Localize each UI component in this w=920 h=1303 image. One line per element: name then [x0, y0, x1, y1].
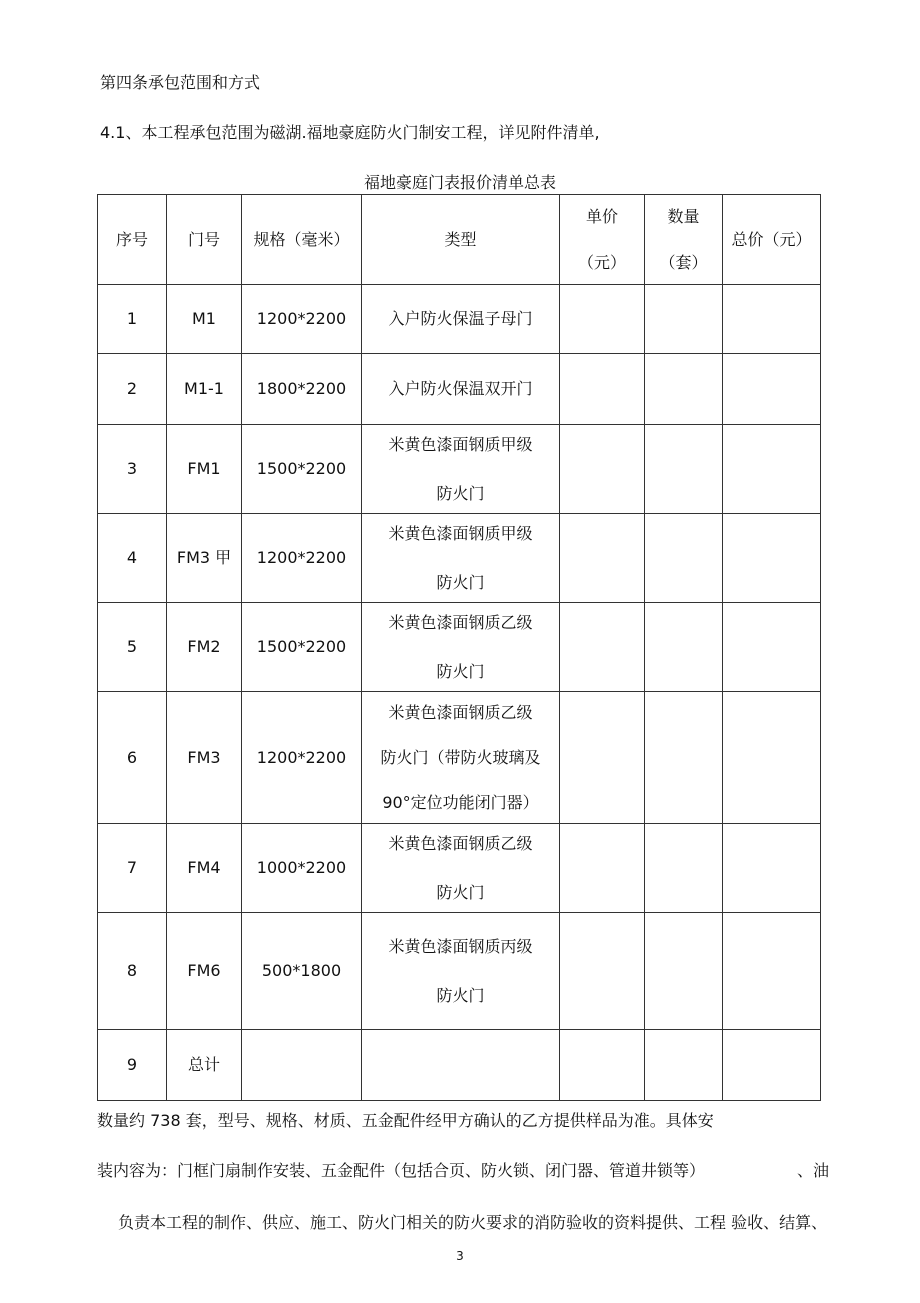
cell-total: [723, 824, 821, 913]
cell-type-line: 90°定位功能闭门器）: [382, 793, 539, 813]
cell-door: FM3: [167, 692, 242, 824]
cell-type-line: 防火门: [436, 662, 485, 681]
cell-unit-price: [560, 1030, 645, 1101]
cell-spec: 1200*2200: [242, 692, 362, 824]
cell-unit-price: [560, 603, 645, 692]
cell-seq: 6: [98, 692, 167, 824]
cell-type-line: 米黄色漆面钢质乙级: [388, 702, 533, 722]
cell-type-line: 防火门: [436, 883, 485, 902]
cell-total: [723, 603, 821, 692]
cell-total: [723, 354, 821, 425]
cell-type-line: 入户防火保温子母门: [388, 309, 533, 329]
cell-spec: 500*1800: [242, 913, 362, 1030]
cell-total: [723, 913, 821, 1030]
cell-type-line: 防火门（带防火玻璃及: [380, 747, 541, 767]
header-seq: 序号: [98, 195, 167, 285]
table-row: [98, 824, 821, 913]
section-title: 第四条承包范围和方式: [100, 73, 261, 92]
cell-type: [362, 425, 560, 514]
paragraph-responsibility: 负责本工程的制作、供应、施工、防火门相关的防火要求的消防验收的资料提供、工程 验收、结算、: [118, 1213, 828, 1232]
header-unit-price-label: 单价: [585, 207, 618, 227]
header-quantity-label: 数量: [667, 207, 700, 227]
header-quantity: [645, 195, 723, 285]
cell-unit-price: [560, 692, 645, 824]
table-row: [98, 354, 821, 425]
header-unit-price-unit: （元）: [577, 252, 626, 272]
table-row: [98, 285, 821, 354]
cell-unit-price: [560, 425, 645, 514]
header-spec: 规格（毫米）: [242, 195, 362, 285]
cell-quantity: [645, 285, 723, 354]
cell-type-line: 米黄色漆面钢质乙级: [388, 833, 533, 853]
cell-quantity: [645, 1030, 723, 1101]
cell-seq: 7: [98, 824, 167, 913]
cell-type: [362, 603, 560, 692]
paragraph-install-content: [97, 1158, 829, 1181]
cell-unit-price: [560, 354, 645, 425]
cell-type: [362, 354, 560, 425]
quote-table-body: [98, 195, 821, 1101]
cell-seq: 8: [98, 913, 167, 1030]
cell-type-line: 米黄色漆面钢质丙级: [388, 936, 533, 956]
page-number: 3: [456, 1249, 464, 1263]
cell-spec: 1800*2200: [242, 354, 362, 425]
cell-type: [362, 1030, 560, 1101]
cell-total: [723, 514, 821, 603]
cell-seq: 5: [98, 603, 167, 692]
cell-quantity: [645, 692, 723, 824]
table-row: [98, 913, 821, 1030]
cell-seq: 3: [98, 425, 167, 514]
cell-door: M1-1: [167, 354, 242, 425]
cell-door: FM6: [167, 913, 242, 1030]
cell-total: [723, 1030, 821, 1101]
cell-quantity: [645, 425, 723, 514]
cell-type: [362, 913, 560, 1030]
paragraph-install-content-main: 装内容为：门框门扇制作安装、五金配件（包括合页、防火锁、闭门器、管道井锁等）: [97, 1161, 706, 1180]
paragraph-quantity: 数量约 738 套，型号、规格、材质、五金配件经甲方确认的乙方提供样品为准。具体安: [97, 1111, 714, 1130]
table-row: [98, 692, 821, 824]
cell-quantity: [645, 603, 723, 692]
header-unit-price: [560, 195, 645, 285]
cell-type-line: 防火门: [436, 986, 485, 1005]
table-caption: 福地豪庭门表报价清单总表: [363, 173, 556, 192]
header-row: [98, 195, 821, 285]
cell-type-line: 米黄色漆面钢质甲级: [388, 434, 533, 454]
cell-unit-price: [560, 913, 645, 1030]
cell-type: [362, 285, 560, 354]
cell-type: [362, 824, 560, 913]
cell-unit-price: [560, 285, 645, 354]
cell-spec: 1200*2200: [242, 285, 362, 354]
cell-seq: 2: [98, 354, 167, 425]
cell-spec: 1500*2200: [242, 603, 362, 692]
quote-table: [97, 194, 821, 1101]
cell-seq: 4: [98, 514, 167, 603]
cell-spec: [242, 1030, 362, 1101]
cell-total: [723, 692, 821, 824]
table-row: [98, 425, 821, 514]
cell-type-line: 防火门: [436, 573, 485, 592]
cell-spec: 1200*2200: [242, 514, 362, 603]
cell-quantity: [645, 514, 723, 603]
cell-type-line: 米黄色漆面钢质甲级: [388, 523, 533, 543]
cell-door: 总计: [167, 1030, 242, 1101]
cell-seq: 1: [98, 285, 167, 354]
cell-quantity: [645, 354, 723, 425]
clause-4-1: 4.1、本工程承包范围为磁湖.福地豪庭防火门制安工程，详见附件清单,: [100, 123, 600, 142]
cell-spec: 1500*2200: [242, 425, 362, 514]
cell-door: FM3 甲: [167, 514, 242, 603]
cell-total: [723, 285, 821, 354]
header-total: 总价（元）: [723, 195, 821, 285]
table-row: [98, 1030, 821, 1101]
cell-type: [362, 692, 560, 824]
cell-seq: 9: [98, 1030, 167, 1101]
table-row: [98, 603, 821, 692]
cell-type-line: 防火门: [436, 484, 485, 503]
cell-door: M1: [167, 285, 242, 354]
header-quantity-unit: （套）: [659, 252, 708, 272]
table-row: [98, 514, 821, 603]
cell-type: [362, 514, 560, 603]
cell-quantity: [645, 824, 723, 913]
header-door: 门号: [167, 195, 242, 285]
cell-quantity: [645, 913, 723, 1030]
cell-unit-price: [560, 514, 645, 603]
cell-door: FM2: [167, 603, 242, 692]
cell-door: FM4: [167, 824, 242, 913]
cell-total: [723, 425, 821, 514]
cell-type-line: 入户防火保温双开门: [388, 379, 533, 399]
cell-type-line: 米黄色漆面钢质乙级: [388, 612, 533, 632]
cell-door: FM1: [167, 425, 242, 514]
cell-spec: 1000*2200: [242, 824, 362, 913]
header-type: 类型: [362, 195, 560, 285]
cell-unit-price: [560, 824, 645, 913]
paragraph-install-content-tail: 、油: [797, 1161, 830, 1180]
